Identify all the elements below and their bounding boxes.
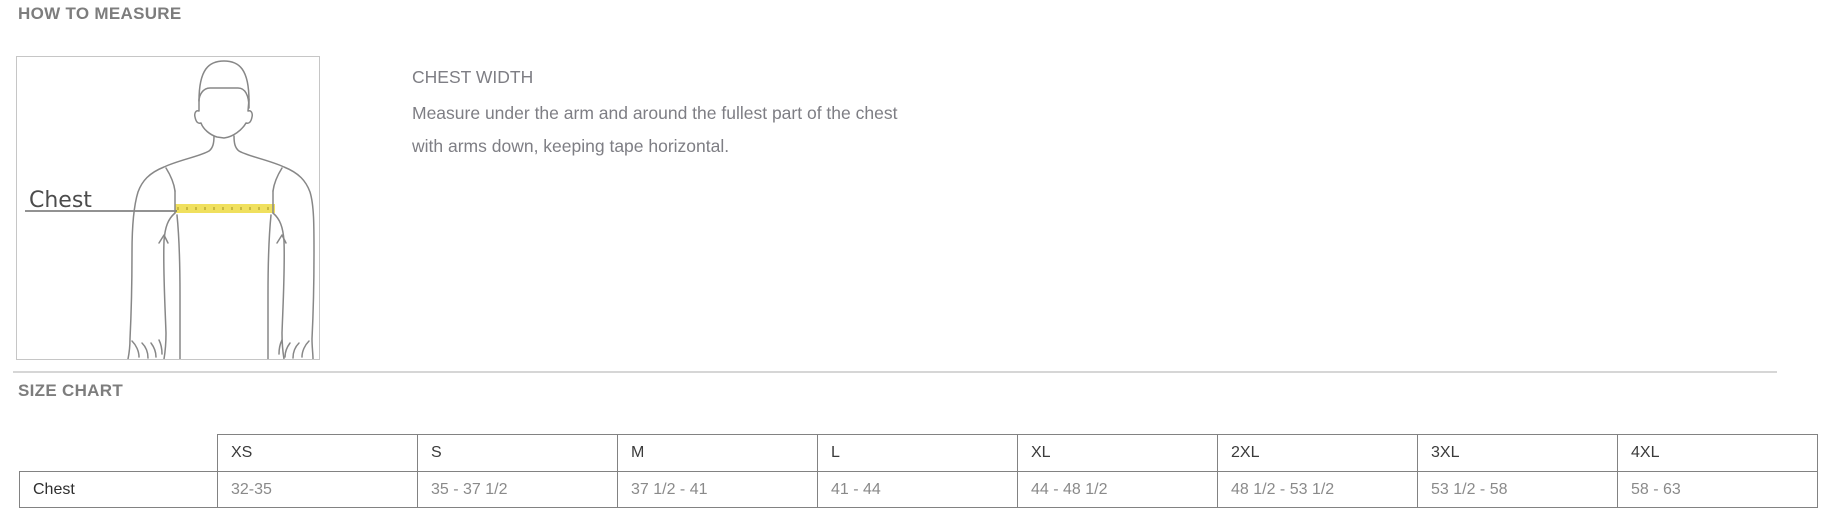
size-column-header: L [818,435,1018,472]
size-chart-heading: SIZE CHART [18,381,123,400]
measurement-instruction-line2: with arms down, keeping tape horizontal. [412,136,730,156]
measurement-figure-box [16,56,320,360]
size-chart-table [19,434,1818,508]
chest-measurement-cell: 48 1/2 - 53 1/2 [1218,472,1418,508]
size-chart-header-row [20,435,1818,472]
size-chart-chest-row [20,472,1818,508]
body-outline-figure [17,57,319,359]
chest-measurement-cell: 41 - 44 [818,472,1018,508]
size-column-header: 4XL [1618,435,1818,472]
chest-measurement-cell: 58 - 63 [1618,472,1818,508]
chest-measurement-cell: 37 1/2 - 41 [618,472,818,508]
size-column-header: 3XL [1418,435,1618,472]
figure-chest-label: Chest [29,188,92,213]
size-column-header: S [418,435,618,472]
measurement-instructions [412,66,897,163]
size-chart-corner-cell [20,435,218,472]
measurement-instruction-line1: Measure under the arm and around the fullest part of the chest [412,103,898,123]
chest-measurement-cell: 44 - 48 1/2 [1018,472,1218,508]
tape-measure-graphic [175,204,275,213]
section-divider [13,371,1777,373]
how-to-measure-heading: HOW TO MEASURE [18,4,182,23]
chest-measurement-cell: 35 - 37 1/2 [418,472,618,508]
chest-measurement-cell: 53 1/2 - 58 [1418,472,1618,508]
size-column-header: XS [218,435,418,472]
chest-measurement-cell: 32-35 [218,472,418,508]
size-column-header: M [618,435,818,472]
size-column-header: 2XL [1218,435,1418,472]
size-column-header: XL [1018,435,1218,472]
chest-row-label: Chest [20,472,218,508]
measurement-name: CHEST WIDTH [412,67,534,87]
